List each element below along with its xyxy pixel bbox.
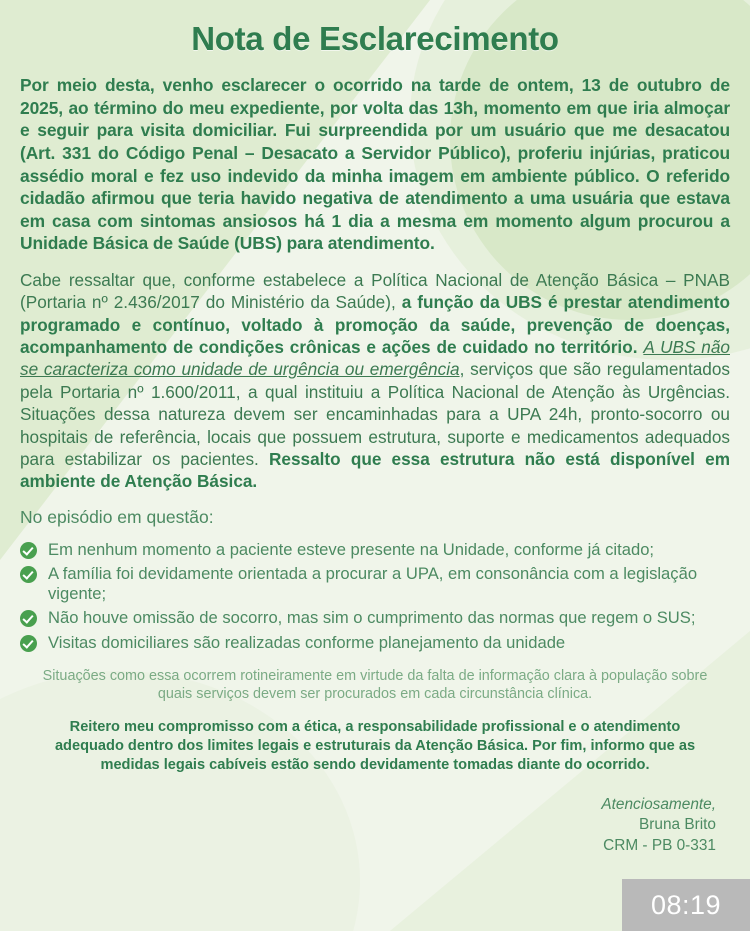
check-circle-icon <box>20 542 37 559</box>
page-title: Nota de Esclarecimento <box>191 20 559 57</box>
list-item-label: Não houve omissão de socorro, mas sim o cumprimento das normas que regem o SUS; <box>48 608 696 628</box>
paragraph-legal <box>20 269 730 493</box>
signature-registration: CRM - PB 0-331 <box>603 837 716 855</box>
paragraph-legal-bold-2: Ressalto que essa estrutura não está disponível em ambiente de Atenção Básica. <box>20 448 730 492</box>
signature-salutation: Atenciosamente, <box>601 795 716 813</box>
context-note: Situações como essa ocorrem rotineiramente em virtude da falta de informação clara à população sobre quais serviços devem ser procurados em cada circunstância clínica. <box>42 667 708 703</box>
list-item <box>20 564 730 604</box>
list-item-label: Em nenhum momento a paciente esteve presente na Unidade, conforme já citado; <box>48 539 655 559</box>
list-item <box>20 633 730 653</box>
paragraph-legal-part-1: Cabe ressaltar que, conforme estabelece a Política Nacional de Atenção Básica – PNAB (Portaria nº 2.436/2017 do Ministério da Saúde), <box>20 270 730 313</box>
paragraph-legal-bold-1: a função da UBS é prestar atendimento programado e contínuo, voltado à promoção da saúde, prevenção de doenças, acompanhamento de condições crônicas e ações de cuidado no território. <box>20 292 731 358</box>
list-item-label: A família foi devidamente orientada a procurar a UPA, em consonância com a legislação vigente; <box>48 563 698 604</box>
clock-overlay: 08:19 <box>622 879 750 931</box>
check-circle-icon <box>20 566 37 583</box>
checklist <box>20 540 730 653</box>
paragraph-legal-underline-1: A UBS não se caracteriza como unidade de urgência ou emergência <box>20 337 730 380</box>
check-circle-icon <box>20 635 37 652</box>
list-item-label: Visitas domiciliares são realizadas conforme planejamento da unidade <box>48 632 566 652</box>
list-item <box>20 540 730 560</box>
list-item <box>20 608 730 628</box>
lead-in-text: No episódio em questão: <box>20 506 214 527</box>
signature-name: Bruna Brito <box>639 816 716 834</box>
check-circle-icon <box>20 610 37 627</box>
closing-statement: Reitero meu compromisso com a ética, a responsabilidade profissional e o atendimento adequado dentro dos limites legais e estruturais da Atenção Básica. Por fim, informo que as medidas legais cabíveis estão sendo devidamente tomadas diante do ocorrido. <box>54 718 696 773</box>
signature-block <box>20 795 730 857</box>
paragraph-legal-part-3: , serviços que são regulamentados pela Portaria nº 1.600/2011, a qual instituiu a Política Nacional de Atenção às Urgências. Situações dessa natureza devem ser encaminhadas para a UPA 24h, pronto-socorro ou hospitais de referência, locais que possuem estrutura, suporte e medicamentos adequados para estabilizar os pacientes. <box>20 359 730 469</box>
paragraph-incident: Por meio desta, venho esclarecer o ocorrido na tarde de ontem, 13 de outubro de 2025, ao término do meu expediente, por volta das 13h, momento em que iria almoçar e seguir para visita domiciliar. Fui surpreendida por um usuário que me desacatou (Art. 331 do Código Penal – Desacato a Servidor Público), proferiu injúrias, praticou assédio moral e fez uso indevido da minha imagem em ambiente público. O referido cidadão afirmou que teria havido negativa de atendimento a uma usuária que estava em casa com sintomas ansiosos há 1 dia a mesma em momento algum procurou a Unidade Básica de Saúde (UBS) para atendimento. <box>20 75 730 254</box>
